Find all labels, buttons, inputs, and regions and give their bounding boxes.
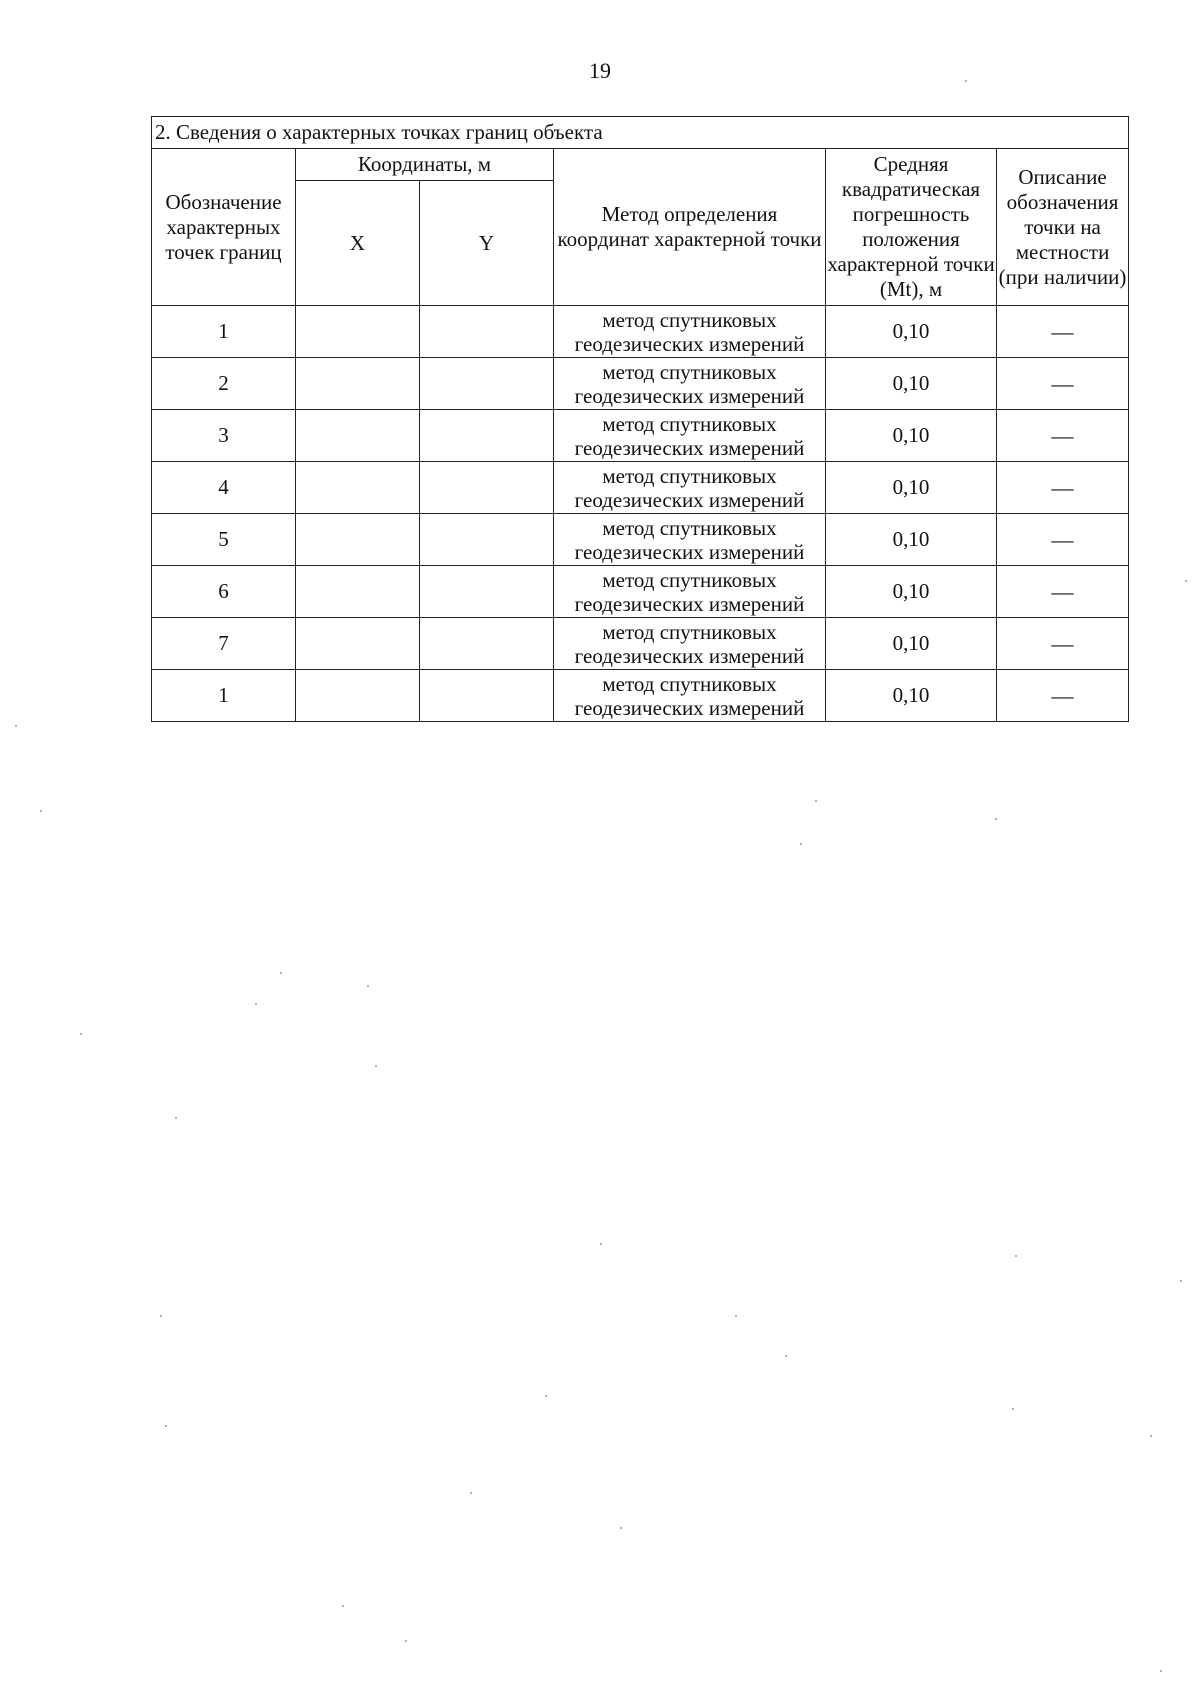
x-coordinate-cell: [296, 618, 420, 670]
point-cell: 3: [152, 410, 296, 462]
table-title-row: [152, 117, 1129, 149]
speck: [1160, 1670, 1162, 1672]
description-cell: —: [997, 462, 1129, 514]
point-cell: 1: [152, 306, 296, 358]
x-coordinate-cell: [296, 670, 420, 722]
speck: [600, 1243, 602, 1245]
header-coordinates: Координаты, м: [296, 149, 554, 181]
speck: [1150, 1435, 1152, 1437]
method-cell: метод спутниковых геодезических измерений: [554, 306, 826, 358]
speck: [280, 972, 282, 974]
table-row: [152, 358, 1129, 410]
description-cell: —: [997, 306, 1129, 358]
description-cell: —: [997, 566, 1129, 618]
y-coordinate-cell: [420, 514, 554, 566]
speck: [620, 1527, 622, 1529]
table-row: [152, 306, 1129, 358]
y-coordinate-cell: [420, 618, 554, 670]
x-coordinate-cell: [296, 410, 420, 462]
description-cell: —: [997, 670, 1129, 722]
table-row: [152, 462, 1129, 514]
speck: [995, 818, 997, 820]
boundary-points-table: [151, 116, 1129, 722]
accuracy-cell: 0,10: [826, 462, 997, 514]
table-row: [152, 410, 1129, 462]
x-coordinate-cell: [296, 566, 420, 618]
header-description: Описание обозначения точки на местности (при наличии): [997, 149, 1129, 306]
method-cell: метод спутниковых геодезических измерений: [554, 410, 826, 462]
table-row: [152, 618, 1129, 670]
speck: [545, 1395, 547, 1397]
description-cell: —: [997, 514, 1129, 566]
method-cell: метод спутниковых геодезических измерений: [554, 358, 826, 410]
header-accuracy: Средняя квадратическая погрешность положения характерной точки (Mt), м: [826, 149, 997, 306]
speck: [1012, 1408, 1014, 1410]
point-cell: 2: [152, 358, 296, 410]
table-row: [152, 514, 1129, 566]
x-coordinate-cell: [296, 514, 420, 566]
speck: [405, 1640, 407, 1642]
point-cell: 5: [152, 514, 296, 566]
description-cell: —: [997, 358, 1129, 410]
x-coordinate-cell: [296, 306, 420, 358]
accuracy-cell: 0,10: [826, 566, 997, 618]
point-cell: 4: [152, 462, 296, 514]
speck: [470, 1492, 472, 1494]
table-body: [152, 117, 1129, 722]
speck: [342, 1605, 344, 1607]
speck: [1015, 1255, 1017, 1257]
accuracy-cell: 0,10: [826, 358, 997, 410]
table-row: [152, 670, 1129, 722]
method-cell: метод спутниковых геодезических измерений: [554, 514, 826, 566]
speck: [40, 810, 42, 812]
method-cell: метод спутниковых геодезических измерений: [554, 618, 826, 670]
accuracy-cell: 0,10: [826, 618, 997, 670]
point-cell: 1: [152, 670, 296, 722]
y-coordinate-cell: [420, 358, 554, 410]
page-number: 19: [589, 58, 611, 83]
header-point-designation: Обозначение характерных точек границ: [152, 149, 296, 306]
speck: [165, 1425, 167, 1427]
header-row-1: [152, 149, 1129, 181]
y-coordinate-cell: [420, 410, 554, 462]
accuracy-cell: 0,10: [826, 514, 997, 566]
y-coordinate-cell: [420, 566, 554, 618]
speck: [1185, 580, 1187, 582]
speck: [255, 1003, 257, 1005]
speck: [965, 80, 967, 82]
speck: [800, 843, 802, 845]
header-y: Y: [420, 181, 554, 306]
speck: [15, 725, 17, 727]
y-coordinate-cell: [420, 462, 554, 514]
accuracy-cell: 0,10: [826, 306, 997, 358]
method-cell: метод спутниковых геодезических измерений: [554, 566, 826, 618]
accuracy-cell: 0,10: [826, 670, 997, 722]
accuracy-cell: 0,10: [826, 410, 997, 462]
speck: [785, 1355, 787, 1357]
y-coordinate-cell: [420, 306, 554, 358]
y-coordinate-cell: [420, 670, 554, 722]
speck: [160, 1315, 162, 1317]
method-cell: метод спутниковых геодезических измерений: [554, 462, 826, 514]
table-row: [152, 566, 1129, 618]
speck: [735, 1315, 737, 1317]
table-title: 2. Сведения о характерных точках границ объекта: [152, 117, 1129, 149]
speck: [815, 800, 817, 802]
speck: [175, 1117, 177, 1119]
speck: [1180, 1280, 1182, 1282]
method-cell: метод спутниковых геодезических измерений: [554, 670, 826, 722]
description-cell: —: [997, 410, 1129, 462]
speck: [80, 1033, 82, 1035]
header-x: X: [296, 181, 420, 306]
x-coordinate-cell: [296, 358, 420, 410]
point-cell: 7: [152, 618, 296, 670]
x-coordinate-cell: [296, 462, 420, 514]
description-cell: —: [997, 618, 1129, 670]
header-method: Метод определения координат характерной точки: [554, 149, 826, 306]
point-cell: 6: [152, 566, 296, 618]
speck: [367, 985, 369, 987]
speck: [375, 1065, 377, 1067]
